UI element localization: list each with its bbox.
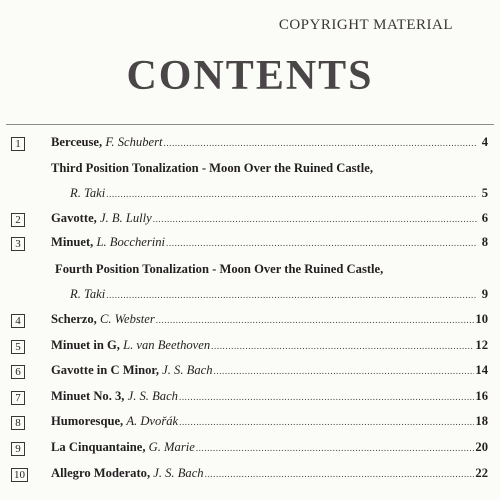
entry-title: Fourth Position Tonalization - Moon Over the Ruined Castle,: [55, 262, 384, 276]
toc-entry-7[interactable]: [0, 386, 500, 406]
entry-line: [51, 363, 488, 378]
entry-number-box: 9: [11, 442, 25, 456]
entry-line: [51, 440, 488, 455]
entry-title: Minuet,: [51, 235, 94, 249]
entry-page: 8: [481, 235, 488, 249]
entry-composer: R. Taki: [70, 186, 106, 200]
toc-entry-fourth-position[interactable]: [0, 259, 500, 279]
entry-composer: G. Marie: [148, 440, 195, 454]
entry-title: Scherzo,: [51, 312, 97, 326]
toc-entry-third-position-cont[interactable]: [0, 183, 500, 203]
entry-line: [51, 389, 488, 404]
entry-composer: R. Taki: [70, 287, 106, 301]
entry-title: La Cinquantaine,: [51, 440, 146, 454]
entry-composer: A. Dvořák: [126, 414, 179, 428]
entry-page: 6: [481, 211, 488, 225]
dot-leader: [214, 366, 475, 376]
toc-entry-fourth-position-cont[interactable]: [0, 284, 500, 304]
dot-leader: [106, 189, 477, 199]
entry-title: Allegro Moderato,: [51, 466, 151, 480]
toc-entry-6[interactable]: [0, 360, 500, 380]
toc-entry-5[interactable]: [0, 335, 500, 355]
dot-leader: [106, 290, 477, 300]
entry-number-box: 1: [11, 137, 25, 151]
entry-line: [51, 338, 488, 353]
entry-page: 14: [475, 363, 488, 377]
dot-leader: [196, 443, 475, 453]
entry-line: [51, 466, 488, 481]
toc-entry-10[interactable]: [0, 463, 500, 483]
dot-leader: [163, 138, 477, 148]
dot-leader: [153, 214, 477, 224]
entry-line: [51, 312, 488, 327]
entry-composer: J. S. Bach: [127, 389, 178, 403]
entry-title: Berceuse,: [51, 135, 103, 149]
entry-line: [51, 135, 488, 150]
entry-number-box: 10: [11, 468, 28, 482]
entry-composer: L. Boccherini: [96, 235, 166, 249]
entry-number-box: 5: [11, 340, 25, 354]
entry-page: 22: [475, 466, 488, 480]
entry-title: Gavotte,: [51, 211, 97, 225]
toc-entry-4[interactable]: [0, 309, 500, 329]
toc-entry-2[interactable]: [0, 208, 500, 228]
entry-line: [70, 287, 488, 302]
dot-leader: [179, 392, 474, 402]
dot-leader: [156, 315, 475, 325]
copyright-notice: COPYRIGHT MATERIAL: [278, 17, 453, 33]
entry-page: 12: [475, 338, 488, 352]
entry-number-box: 6: [11, 365, 25, 379]
entry-title: Minuet in G,: [51, 338, 120, 352]
entry-title: Minuet No. 3,: [51, 389, 125, 403]
entry-line: [70, 186, 488, 201]
dot-leader: [166, 238, 477, 248]
entry-composer: J. S. Bach: [153, 466, 204, 480]
toc-entry-third-position[interactable]: [0, 158, 500, 178]
entry-line: [51, 235, 488, 250]
entry-number-box: 7: [11, 391, 25, 405]
title-divider: [6, 124, 494, 125]
page-title: CONTENTS: [126, 53, 374, 99]
entry-title: Gavotte in C Minor,: [51, 363, 159, 377]
entry-composer: C. Webster: [99, 312, 155, 326]
entry-page: 10: [475, 312, 488, 326]
entry-page: 5: [481, 186, 488, 200]
toc-entry-9[interactable]: [0, 437, 500, 457]
dot-leader: [179, 417, 474, 427]
dot-leader: [205, 469, 475, 479]
entry-line: [51, 414, 488, 429]
entry-number-box: 4: [11, 314, 25, 328]
entry-composer: F. Schubert: [105, 135, 163, 149]
entry-page: 4: [481, 135, 488, 149]
entry-title: Third Position Tonalization - Moon Over the Ruined Castle,: [51, 161, 373, 175]
entry-page: 20: [475, 440, 488, 454]
toc-entry-8[interactable]: [0, 411, 500, 431]
entry-composer: L. van Beethoven: [123, 338, 211, 352]
entry-title: Humoresque,: [51, 414, 124, 428]
entry-number-box: 2: [11, 213, 25, 227]
toc-entry-1[interactable]: [0, 132, 500, 152]
entry-composer: J. B. Lully: [99, 211, 152, 225]
toc-entry-3[interactable]: [0, 232, 500, 252]
entry-page: 9: [481, 287, 488, 301]
entry-number-box: 3: [11, 237, 25, 251]
entry-page: 16: [475, 389, 488, 403]
entry-line: [51, 211, 488, 226]
dot-leader: [211, 341, 474, 351]
entry-number-box: 8: [11, 416, 25, 430]
entry-page: 18: [475, 414, 488, 428]
entry-composer: J. S. Bach: [162, 363, 213, 377]
